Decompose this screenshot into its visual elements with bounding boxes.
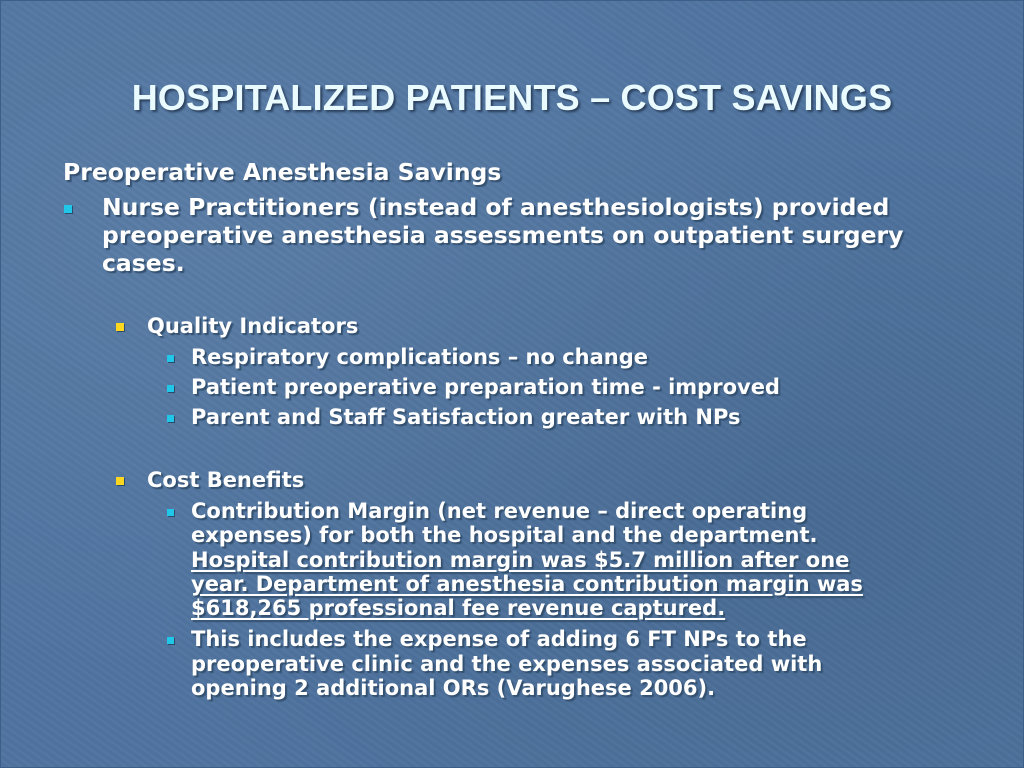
cost-item-1-line-3: Hospital contribution margin was $5.7 million after one: [191, 548, 850, 572]
bullet-square-icon: [167, 509, 174, 516]
cost-item-1-line-5: $618,265 professional fee revenue captured.: [191, 596, 726, 620]
cost-heading: Cost Benefits: [147, 468, 305, 492]
bullet-square-icon: [64, 205, 72, 213]
bullet-square-icon: [167, 385, 174, 392]
section-heading: Preoperative Anesthesia Savings: [63, 158, 502, 186]
cost-item-2-line-3: opening 2 additional ORs (Varughese 2006).: [191, 676, 716, 700]
cost-item-2-line-1: This includes the expense of adding 6 FT NPs to the: [191, 627, 807, 651]
slide-title: HOSPITALIZED PATIENTS – COST SAVINGS: [131, 77, 893, 118]
main-bullet-line-3: cases.: [102, 249, 185, 277]
bullet-square-icon: [167, 415, 174, 422]
quality-heading: Quality Indicators: [147, 314, 359, 338]
quality-item-3: Parent and Staff Satisfaction greater with NPs: [191, 405, 741, 429]
main-bullet-line-1: Nurse Practitioners (instead of anesthesiologists) provided: [102, 193, 890, 221]
quality-item-2: Patient preoperative preparation time - improved: [191, 375, 780, 399]
cost-item-1-line-4: year. Department of anesthesia contribution margin was: [191, 572, 863, 596]
cost-item-2-line-2: preoperative clinic and the expenses associated with: [191, 652, 823, 676]
cost-item-1-line-2: expenses) for both the hospital and the department.: [191, 523, 818, 547]
cost-item-1-line-1: Contribution Margin (net revenue – direct operating: [191, 499, 808, 523]
bullet-square-icon: [116, 477, 124, 485]
quality-item-1: Respiratory complications – no change: [191, 345, 649, 369]
bullet-square-icon: [167, 637, 174, 644]
bullet-square-icon: [167, 355, 174, 362]
main-bullet-line-2: preoperative anesthesia assessments on outpatient surgery: [102, 221, 904, 249]
bullet-square-icon: [116, 323, 124, 331]
